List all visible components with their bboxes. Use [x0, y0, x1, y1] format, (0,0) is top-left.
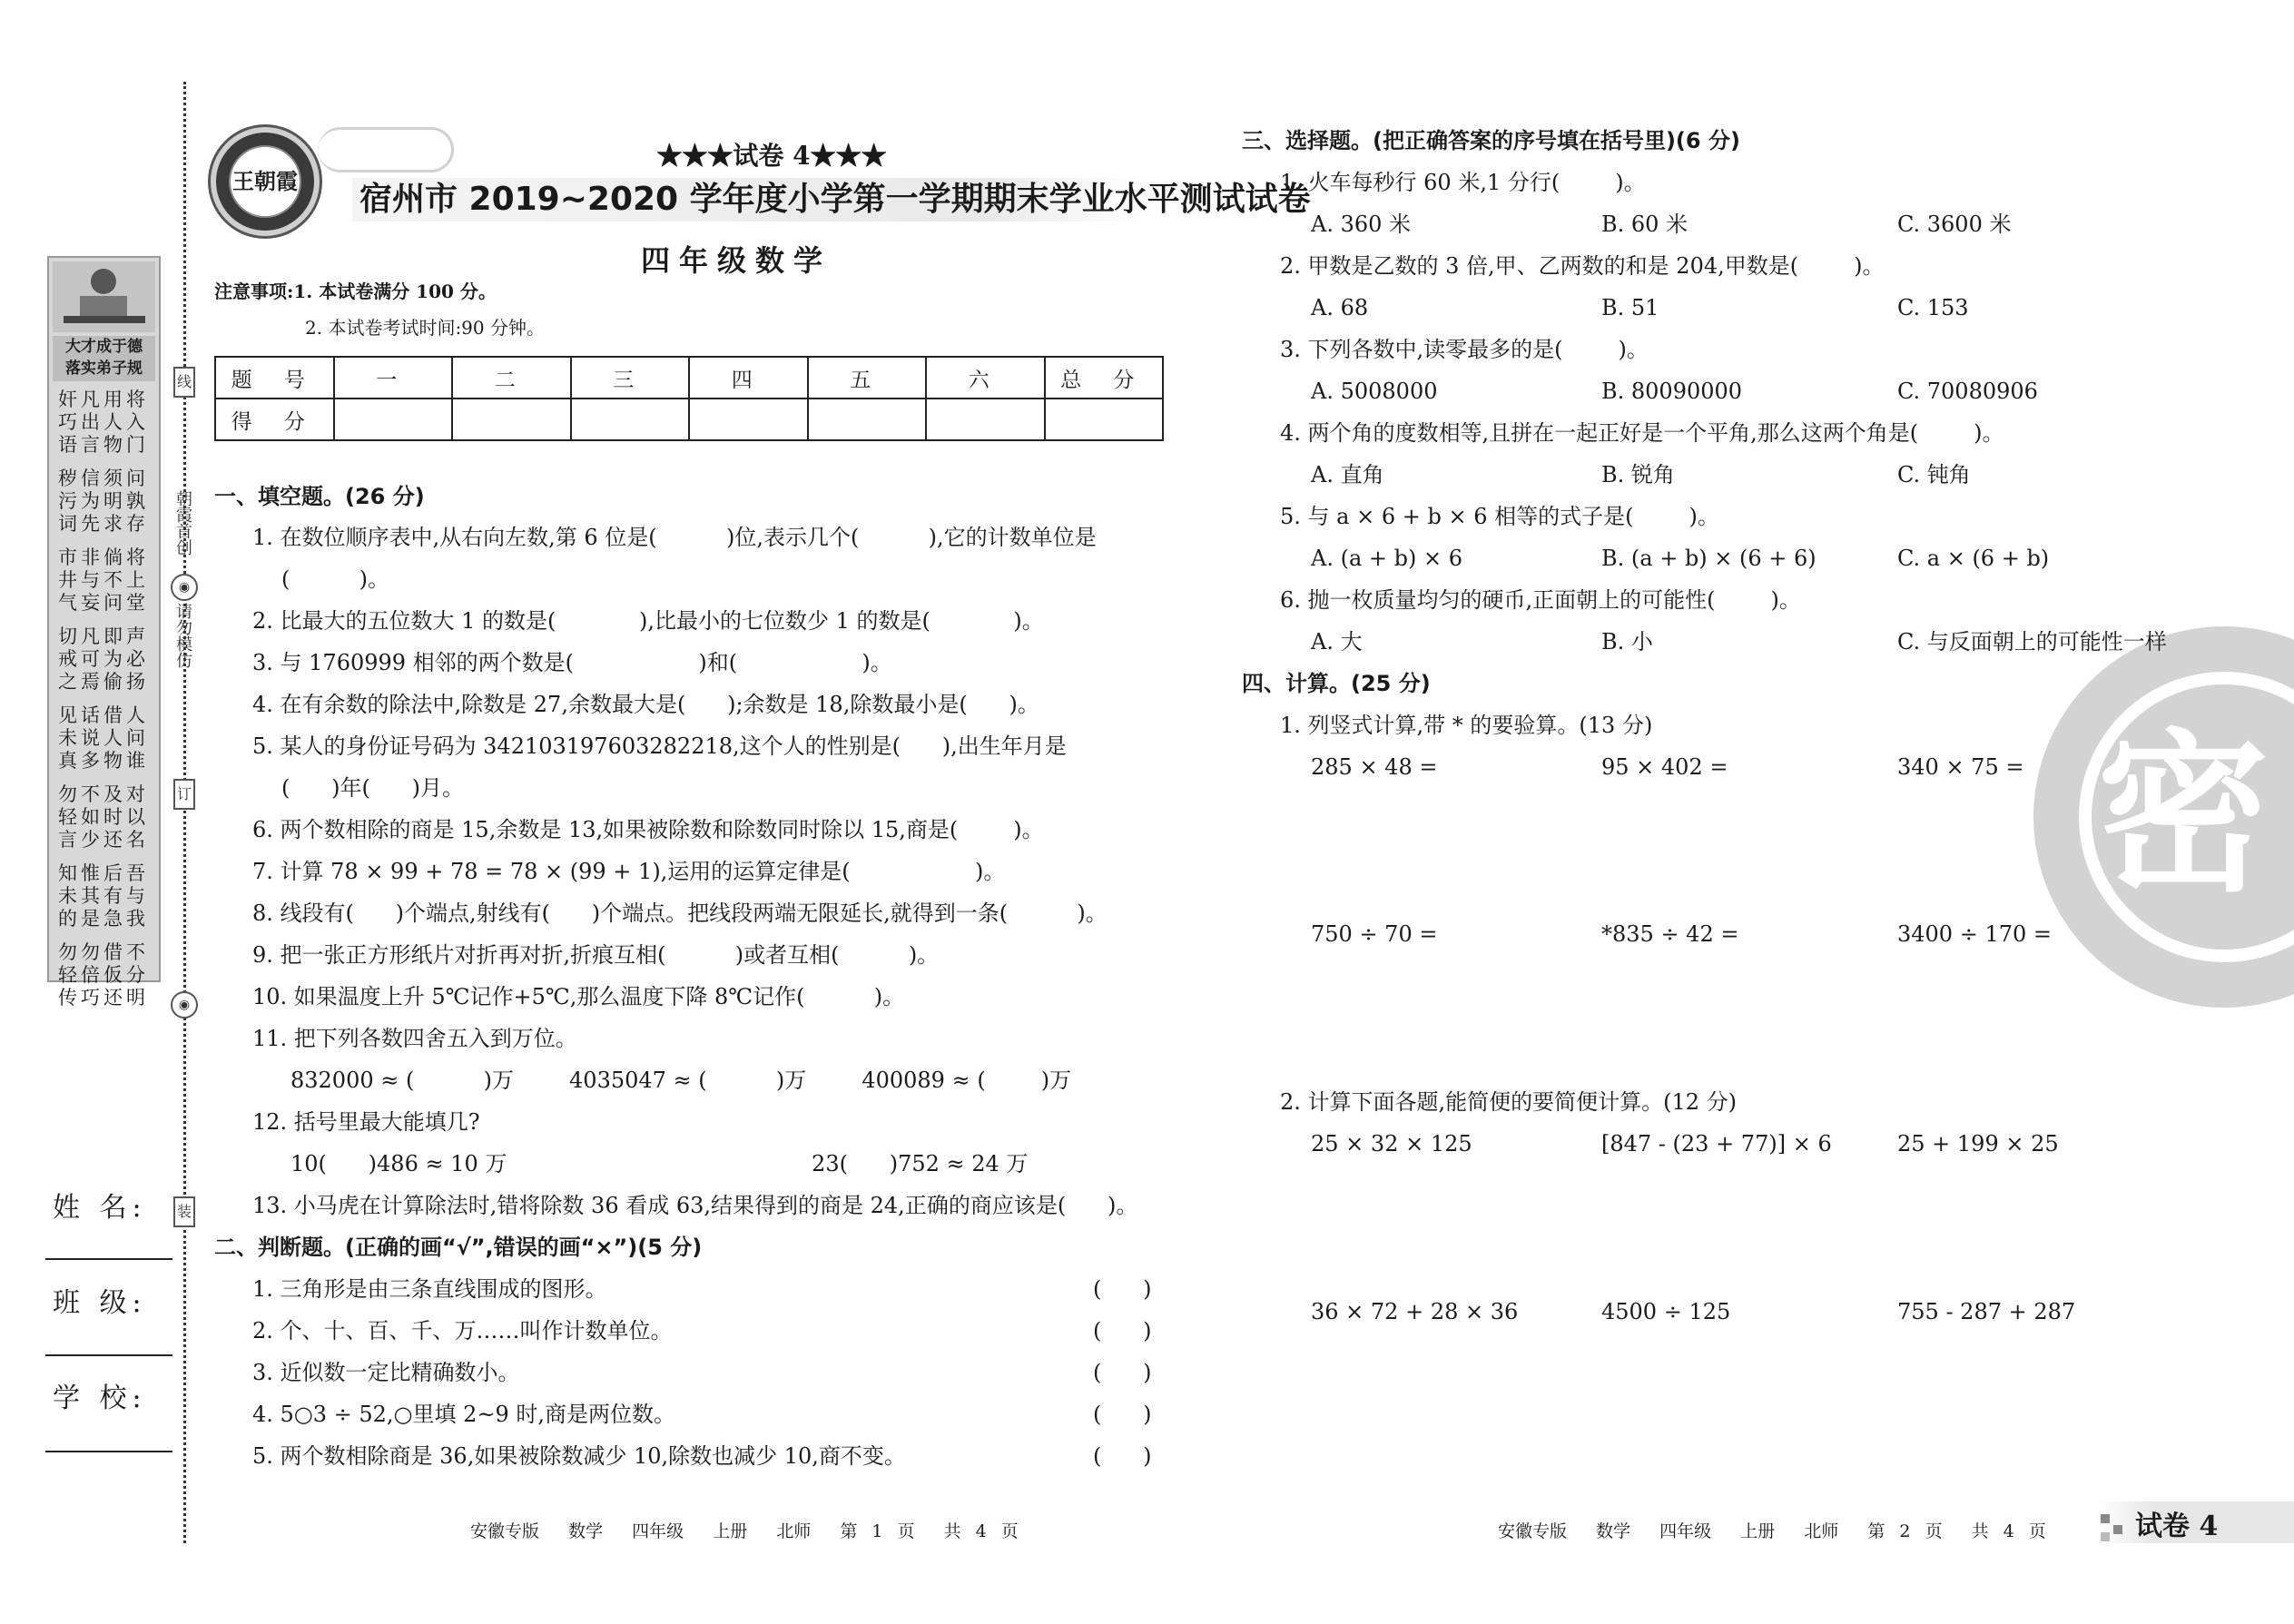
logo-text: 王朝霞 [229, 145, 301, 218]
score-row-label: 得 分 [215, 399, 334, 440]
calc-problem: 25 + 199 × 25 [1897, 1131, 2059, 1156]
fill-line: 4. 在有余数的除法中,除数是 27,余数最大是( );余数是 18,除数最小是( )。 [252, 692, 1039, 717]
calc-problem: 95 × 402 = [1601, 754, 1728, 780]
fill-line: 6. 两个数相除的商是 15,余数是 13,如果被除数和除数同时除以 15,商是( )。 [252, 817, 1044, 842]
choice-question: 1. 火车每秒行 60 米,1 分行( )。 [1280, 170, 1646, 195]
calc-problem: 3400 ÷ 170 = [1897, 921, 2052, 947]
binding-note-1 [169, 490, 196, 561]
choice-option-b[interactable]: B. 60 米 [1601, 212, 1689, 237]
choice-question: 3. 下列各数中,读零最多的是( )。 [1280, 337, 1649, 362]
binding-ring-icon: ◉ [171, 991, 198, 1019]
binding-mark-zhuang: 装 [173, 1196, 195, 1227]
score-cell[interactable] [808, 399, 927, 440]
fill-line: ( )。 [281, 566, 390, 592]
calc-problem: 36 × 72 + 28 × 36 [1311, 1299, 1519, 1324]
tab-square-icon [2101, 1532, 2110, 1541]
choice-option-b[interactable]: B. 小 [1601, 629, 1653, 655]
calc-part2-title: 2. 计算下面各题,能简便的要简便计算。(12 分) [1280, 1089, 1738, 1115]
seal-glyph: 密 [2097, 714, 2270, 915]
fill-line: 1. 在数位顺序表中,从右向左数,第 6 位是( )位,表示几个( ),它的计数单位是 [252, 525, 1097, 550]
quote-block: 切凡即声 戒可为必 之焉偷扬 [58, 625, 149, 693]
binding-ring-icon: ◉ [171, 574, 198, 601]
fill-line: 5. 某人的身份证号码为 342103197603282218,这个人的性别是( ),出生年月是 [252, 733, 1067, 759]
choice-question: 6. 抛一枚质量均匀的硬币,正面朝上的可能性( )。 [1280, 587, 1801, 613]
class-field[interactable] [45, 1354, 172, 1356]
judge-item: 2. 个、十、百、千、万……叫作计数单位。 [252, 1318, 673, 1343]
score-cell[interactable] [334, 399, 453, 440]
fill-line: 7. 计算 78 × 99 + 78 = 78 × (99 + 1),运用的运算定律是( )。 [252, 859, 1006, 884]
tab-square-icon [2101, 1514, 2110, 1523]
fill-line: 2. 比最大的五位数大 1 的数是( ),比最小的七位数少 1 的数是( )。 [252, 608, 1044, 634]
decorative-ribbon [318, 127, 454, 172]
quote-block: 勿勿借不 轻倍仮分 传巧还明 [58, 941, 149, 1009]
notice-line-2: 2. 本试卷考试时间:90 分钟。 [305, 317, 545, 339]
fill-line: ( )年( )月。 [281, 775, 464, 801]
choice-option-b[interactable]: B. (a + b) × (6 + 6) [1601, 546, 1816, 571]
fill-line: 3. 与 1760999 相邻的两个数是( )和( )。 [252, 650, 892, 675]
fill-line: 8. 线段有( )个端点,射线有( )个端点。把线段两端无限延长,就得到一条( )。 [252, 901, 1108, 926]
name-label: 姓 名: [53, 1192, 147, 1224]
school-label: 学 校: [53, 1383, 147, 1414]
calc-problem: 285 × 48 = [1311, 754, 1438, 780]
fill-line: 9. 把一张正方形纸片对折再对折,折痕互相( )或者互相( )。 [252, 942, 940, 968]
choice-option-a[interactable]: A. 大 [1311, 629, 1363, 655]
notice-line-1: 注意事项:1. 本试卷满分 100 分。 [214, 281, 497, 302]
judge-item: 5. 两个数相除商是 36,如果被除数减少 10,除数也减少 10,商不变。 [252, 1443, 906, 1469]
school-field[interactable] [45, 1451, 172, 1452]
fill-line: 832000 ≈ ( )万 4035047 ≈ ( )万 400089 ≈ ( )万 [290, 1068, 1072, 1093]
score-table-header-row [215, 357, 1163, 399]
judge-answer-blank[interactable]: ( ) [1093, 1276, 1152, 1302]
judge-item: 3. 近似数一定比精确数小。 [252, 1360, 520, 1385]
binding-mark-ding: 订 [173, 779, 195, 810]
score-cell[interactable] [926, 399, 1045, 440]
score-table-header-cell: 题 号 [215, 357, 334, 399]
side-quotes [58, 389, 150, 1020]
choice-option-c[interactable]: C. 与反面朝上的可能性一样 [1897, 629, 2167, 655]
score-cell[interactable] [1045, 399, 1164, 440]
fill-line: 11. 把下列各数四舍五入到万位。 [252, 1026, 577, 1051]
choice-option-c[interactable]: C. 153 [1897, 295, 1969, 320]
name-field[interactable] [45, 1258, 172, 1260]
side-motto [53, 336, 155, 381]
fill-line: 12. 括号里最大能填几? [252, 1109, 480, 1135]
section2-title: 二、判断题。(正确的画“√”,错误的画“×”)(5 分) [214, 1235, 703, 1260]
binding-mark-line: 线 [173, 367, 195, 398]
choice-question: 4. 两个角的度数相等,且拼在一起正好是一个平角,那么这两个角是( )。 [1280, 420, 2004, 446]
fill-line: 10. 如果温度上升 5℃记作+5℃,那么温度下降 8℃记作( )。 [252, 984, 905, 1009]
score-table-header-cell: 六 [926, 357, 1045, 399]
choice-option-b[interactable]: B. 80090000 [1601, 379, 1743, 404]
score-table-header-cell: 四 [689, 357, 808, 399]
choice-option-c[interactable]: C. 3600 米 [1897, 212, 2012, 237]
score-table [214, 356, 1164, 441]
motto-line-2: 落实弟子规 [65, 359, 143, 378]
score-cell[interactable] [452, 399, 571, 440]
scholar-figure-image [53, 261, 155, 332]
section1-title: 一、填空题。(26 分) [214, 484, 425, 509]
fill-line: 10( )486 ≈ 10 万 23( )752 ≈ 24 万 [290, 1151, 1029, 1176]
score-table-header-cell: 总 分 [1045, 357, 1164, 399]
footer-page-2: 安徽专版 数学 四年级 上册 北师 第 2 页 共 4 页 [1498, 1521, 2046, 1541]
choice-option-a[interactable]: A. (a + b) × 6 [1311, 546, 1462, 571]
quote-block: 知惟后吾 未其有与 的是急我 [58, 862, 149, 930]
confidential-seal-watermark [2033, 626, 2294, 1008]
calc-part1-title: 1. 列竖式计算,带 * 的要验算。(13 分) [1280, 713, 1653, 738]
binding-note-2 [169, 603, 196, 674]
judge-item: 1. 三角形是由三条直线围成的图形。 [252, 1276, 607, 1302]
quote-block: 市非倘将 井与不上 气妄问堂 [58, 546, 149, 614]
score-table-header-cell: 五 [808, 357, 927, 399]
choice-question: 5. 与 a × 6 + b × 6 相等的式子是( )。 [1280, 504, 1719, 529]
quote-block: 见话借人 未说人问 真多物谁 [58, 704, 149, 772]
judge-answer-blank[interactable]: ( ) [1093, 1443, 1152, 1469]
scholar-figure-icon [53, 261, 155, 332]
choice-option-c[interactable]: C. a × (6 + b) [1897, 546, 2050, 571]
section4-title: 四、计算。(25 分) [1242, 671, 1431, 696]
footer-page-1: 安徽专版 数学 四年级 上册 北师 第 1 页 共 4 页 [470, 1521, 1019, 1541]
motto-line-1: 大才成于德 [65, 338, 143, 356]
fill-line: 13. 小马虎在计算除法时,错将除数 36 看成 63,结果得到的商是 24,正确的商应该是( )。 [252, 1193, 1138, 1218]
calc-problem: 755 - 287 + 287 [1897, 1299, 2076, 1324]
tab-square-icon [2113, 1525, 2122, 1534]
section3-title: 三、选择题。(把正确答案的序号填在括号里)(6 分) [1242, 128, 1740, 153]
score-table-header-cell: 一 [334, 357, 453, 399]
judge-answer-blank[interactable]: ( ) [1093, 1402, 1152, 1427]
calc-problem: 4500 ÷ 125 [1601, 1299, 1731, 1324]
calc-problem: [847 - (23 + 77)] × 6 [1601, 1131, 1832, 1156]
score-table-header-cell: 二 [452, 357, 571, 399]
paper-number-label: ★★★试卷 4★★★ [656, 141, 887, 171]
subject-title: 四年级数学 [641, 243, 832, 278]
score-table-score-row [215, 399, 1163, 440]
choice-option-c[interactable]: C. 70080906 [1897, 379, 2038, 404]
calc-problem: *835 ÷ 42 = [1601, 921, 1739, 947]
binding-note-1-text: 朝霞首创 [173, 490, 192, 556]
score-cell[interactable] [689, 399, 808, 440]
judge-answer-blank[interactable]: ( ) [1093, 1318, 1152, 1343]
calc-problem: 25 × 32 × 125 [1311, 1131, 1472, 1156]
binding-dashed-line [183, 82, 186, 1543]
choice-option-c[interactable]: C. 钝角 [1897, 462, 1971, 487]
score-cell[interactable] [571, 399, 690, 440]
quote-block: 勿不及对 轻如时以 言少还名 [58, 783, 149, 851]
choice-question: 2. 甲数是乙数的 3 倍,甲、乙两数的和是 204,甲数是( )。 [1280, 253, 1885, 279]
binding-note-2-text: 请勿模仿 [173, 603, 192, 668]
quote-block: 秽信须问 污为明孰 词先求存 [58, 468, 149, 535]
brand-logo [211, 127, 320, 236]
calc-problem: 750 ÷ 70 = [1311, 921, 1438, 947]
choice-option-a[interactable]: A. 5008000 [1311, 379, 1438, 404]
exam-title: 宿州市 2019~2020 学年度小学第一学期期末学业水平测试试卷 [359, 181, 1311, 218]
judge-item: 4. 5○3 ÷ 52,○里填 2~9 时,商是两位数。 [252, 1402, 676, 1427]
score-table-header-cell: 三 [571, 357, 690, 399]
class-label: 班 级: [53, 1287, 147, 1319]
choice-option-a[interactable]: A. 68 [1311, 295, 1369, 320]
judge-answer-blank[interactable]: ( ) [1093, 1360, 1152, 1385]
quote-block: 奸凡用将 巧出人入 语言物门 [58, 389, 149, 456]
footer-paper-label: 试卷 4 [2135, 1511, 2219, 1542]
choice-option-b[interactable]: B. 51 [1601, 295, 1659, 320]
calc-problem: 340 × 75 = [1897, 754, 2024, 780]
choice-option-a[interactable]: A. 直角 [1311, 462, 1384, 487]
choice-option-b[interactable]: B. 锐角 [1601, 462, 1675, 487]
choice-option-a[interactable]: A. 360 米 [1311, 212, 1412, 237]
